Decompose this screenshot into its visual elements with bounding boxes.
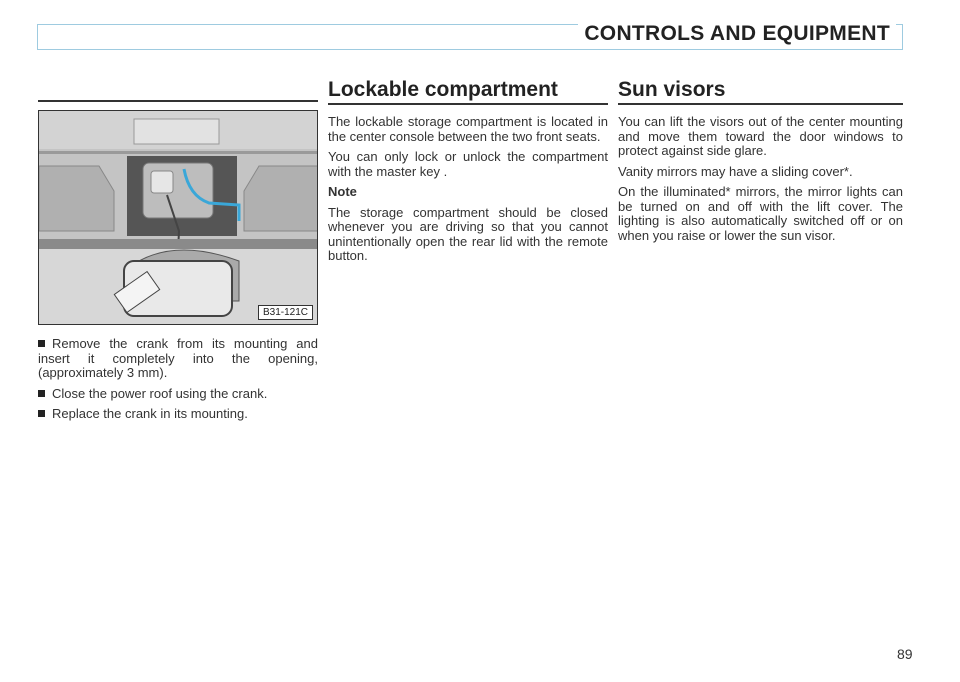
bullet-item: Remove the crank from its mounting and insert it completely into the opening, (approximately 3 mm). [38,336,318,380]
bullet-square-icon [38,340,45,347]
illuminated-mirrors-paragraph: On the illuminated* mirrors, the mirror lights can be turned on and off with the lift cover. The lighting is also automatically switched off or on when you raise or lower the sun visor. [618,184,903,243]
vanity-mirrors-paragraph: Vanity mirrors may have a sliding cover*. [618,163,853,179]
compartment-lock-paragraph: You can only lock or unlock the compartment with the master key . [328,149,608,179]
lockable-compartment-heading: Lockable compartment [328,78,558,101]
compartment-location-paragraph: The lockable storage compartment is located in the center console between the two front seats. [328,114,608,144]
middle-column-rule [328,103,608,105]
left-column-text [38,337,318,428]
figure-illustration [38,110,318,325]
bullet-item: Close the power roof using the crank. [38,387,318,402]
left-column-rule [38,100,318,102]
crank-illustration [39,111,318,325]
middle-column-text [328,115,608,270]
visors-paragraph: You can lift the visors out of the center mounting and move them toward the door windows to protect against side glare. [618,114,903,158]
note-paragraph: The storage compartment should be closed whenever you are driving so that you cannot unintentionally open the rear lid with the remote button. [328,204,608,263]
right-column-rule [618,103,903,105]
bullet-item: Replace the crank in its mounting. [38,407,318,422]
bullet-square-icon [38,410,45,417]
sun-visors-heading: Sun visors [618,78,726,101]
section-header-bar [37,24,903,50]
figure-code-label: B31-121C [258,305,313,320]
note-heading: Note [328,184,357,199]
section-title: CONTROLS AND EQUIPMENT [578,22,896,46]
bullet-square-icon [38,390,45,397]
right-column-text [618,115,903,249]
page-number: 89 [897,646,913,662]
